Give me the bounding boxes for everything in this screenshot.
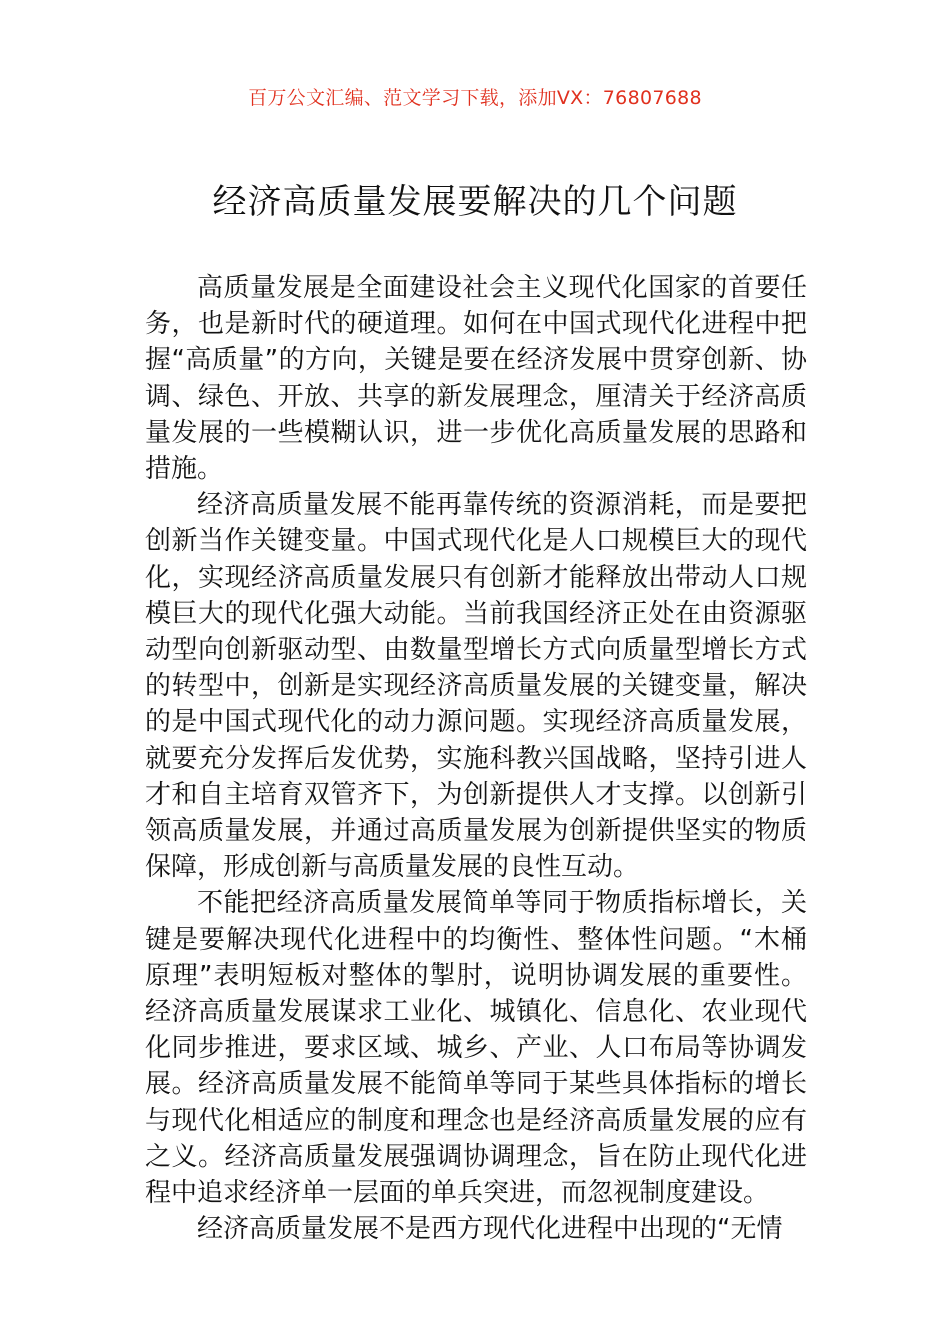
header-note: 百万公文汇编、范文学习下载，添加VX：76807688 (248, 87, 702, 109)
paragraph-1: 高质量发展是全面建设社会主义现代化国家的首要任务，也是新时代的硬道理。如何在中国式现代化进程中把握“高质量”的方向，关键是要在经济发展中贯穿创新、协调、绿色、开放、共享的新发展理念，厘清关于经济高质量发展的一些模糊认识，进一步优化高质量发展的思路和措施。 (145, 273, 807, 485)
document-body (145, 270, 807, 1247)
document-title: 经济高质量发展要解决的几个问题 (212, 182, 738, 222)
paragraph-3: 不能把经济高质量发展简单等同于物质指标增长，关键是要解决现代化进程中的均衡性、整体性问题。“木桶原理”表明短板对整体的掣肘，说明协调发展的重要性。经济高质量发展谋求工业化、城镇化、信息化、农业现代化同步推进，要求区域、城乡、产业、人口布局等协调发展。经济高质量发展不能简单等同于某些具体指标的增长与现代化相适应的制度和理念也是经济高质量发展的应有之义。经济高质量发展强调协调理念，旨在防止现代化进程中追求经济单一层面的单兵突进，而忽视制度建设。 (145, 888, 807, 1209)
paragraph-2: 经济高质量发展不能再靠传统的资源消耗，而是要把创新当作关键变量。中国式现代化是人口规模巨大的现代化，实现经济高质量发展只有创新才能释放出带动人口规模巨大的现代化强大动能。当前我国经济正处在由资源驱动型向创新驱动型、由数量型增长方式向质量型增长方式的转型中，创新是实现经济高质量发展的关键变量，解决的是中国式现代化的动力源问题。实现经济高质量发展，就要充分发挥后发优势，实施科教兴国战略，坚持引进人才和自主培育双管齐下，为创新提供人才支撑。以创新引领高质量发展，并通过高质量发展为创新提供坚实的物质保障，形成创新与高质量发展的良性互动。 (145, 490, 807, 883)
paragraph-4: 经济高质量发展不是西方现代化进程中出现的“无情 (197, 1214, 783, 1245)
